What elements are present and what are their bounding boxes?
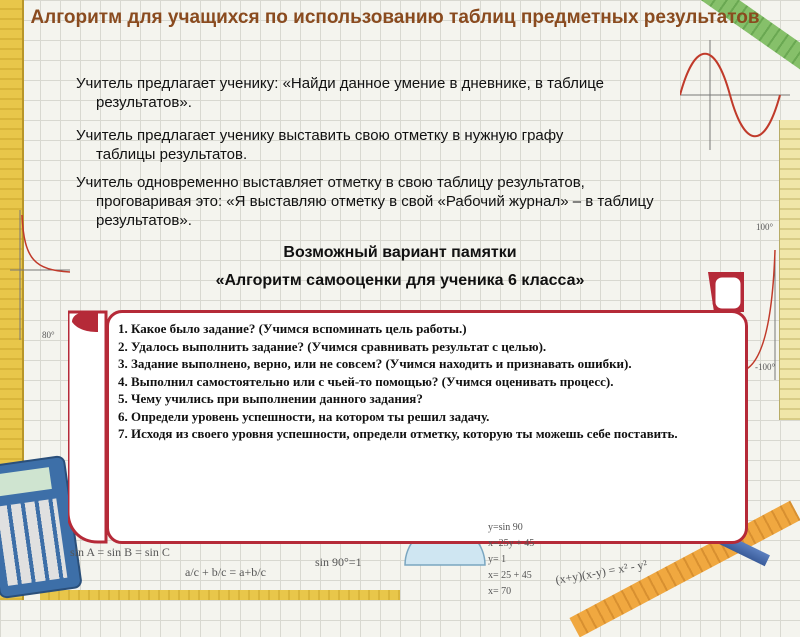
- memo-item-2: 2. Удалось выполнить задание? (Учимся сравнивать результат с целью).: [118, 338, 547, 354]
- angle-80-label: 80°: [42, 330, 55, 340]
- paragraph-1-line-1: Учитель предлагает ученику: «Найди данное умение в дневнике, в таблице: [76, 75, 604, 92]
- curve-graph-decoration: [10, 210, 70, 340]
- paragraph-3-line-2: проговаривая это: «Я выставляю отметку в свой «Рабочий журнал» – в таблицу результатов».: [96, 193, 654, 229]
- memo-item-6: 6. Определи уровень успешности, на котором ты решил задачу.: [118, 408, 490, 424]
- paragraph-3: [76, 173, 746, 230]
- formula-y-sin90-decoration: y=sin 90: [488, 522, 523, 533]
- formula-xy-decoration: (x+y)(x-y) = x² - y²: [554, 557, 649, 587]
- memo-title: «Алгоритм самооценки для ученика 6 класса»: [215, 272, 585, 289]
- memo-item-4: 4. Выполнил самостоятельно или с чьей-то помощью? (Учимся оценивать процесс).: [118, 373, 614, 389]
- memo-item-5: 5. Чему учились при выполнении данного задания?: [118, 391, 423, 406]
- paragraph-2-line-1: Учитель предлагает ученику выставить свою отметку в нужную графу: [76, 127, 564, 144]
- page-title: Алгоритм для учащихся по использованию таблиц предметных результатов: [30, 7, 760, 28]
- memo-subtitle: Возможный вариант памятки: [283, 244, 517, 261]
- paragraph-1: [76, 74, 736, 112]
- memo-item-7: 7. Исходя из своего уровня успешности, определи отметку, которую ты можешь себе поставить.: [118, 426, 678, 441]
- formula-x70-decoration: x= 70: [488, 586, 512, 597]
- formula-sin-decoration: sin A = sin B = sin C: [70, 545, 170, 559]
- memo-list: [118, 320, 708, 443]
- memo-item-1: 1. Какое было задание? (Учимся вспоминать цель работы.): [118, 321, 467, 336]
- paragraph-1-line-2: результатов».: [96, 94, 192, 111]
- memo-item-3: 3. Задание выполнено, верно, или не совсем? (Учимся находить и признавать ошибки).: [118, 356, 632, 371]
- formula-sin90-decoration: sin 90°=1: [315, 555, 362, 569]
- formula-x25-decoration: x=25y + 45: [488, 538, 535, 549]
- formula-ab-decoration: a/c + b/c = a+b/c: [185, 565, 266, 579]
- paragraph-2: [76, 126, 716, 164]
- ruler-bottom-left-decoration: [40, 590, 400, 600]
- paragraph-3-line-1: Учитель одновременно выставляет отметку в свою таблицу результатов,: [76, 174, 585, 191]
- paragraph-2-line-2: таблицы результатов.: [96, 146, 248, 163]
- angle-neg100-label: -100°: [755, 362, 776, 372]
- formula-x25b-decoration: x= 25 + 45: [488, 570, 532, 581]
- right-curve-decoration: [745, 250, 800, 380]
- formula-y1-decoration: y= 1: [488, 554, 507, 565]
- angle-100-label: 100°: [756, 222, 774, 232]
